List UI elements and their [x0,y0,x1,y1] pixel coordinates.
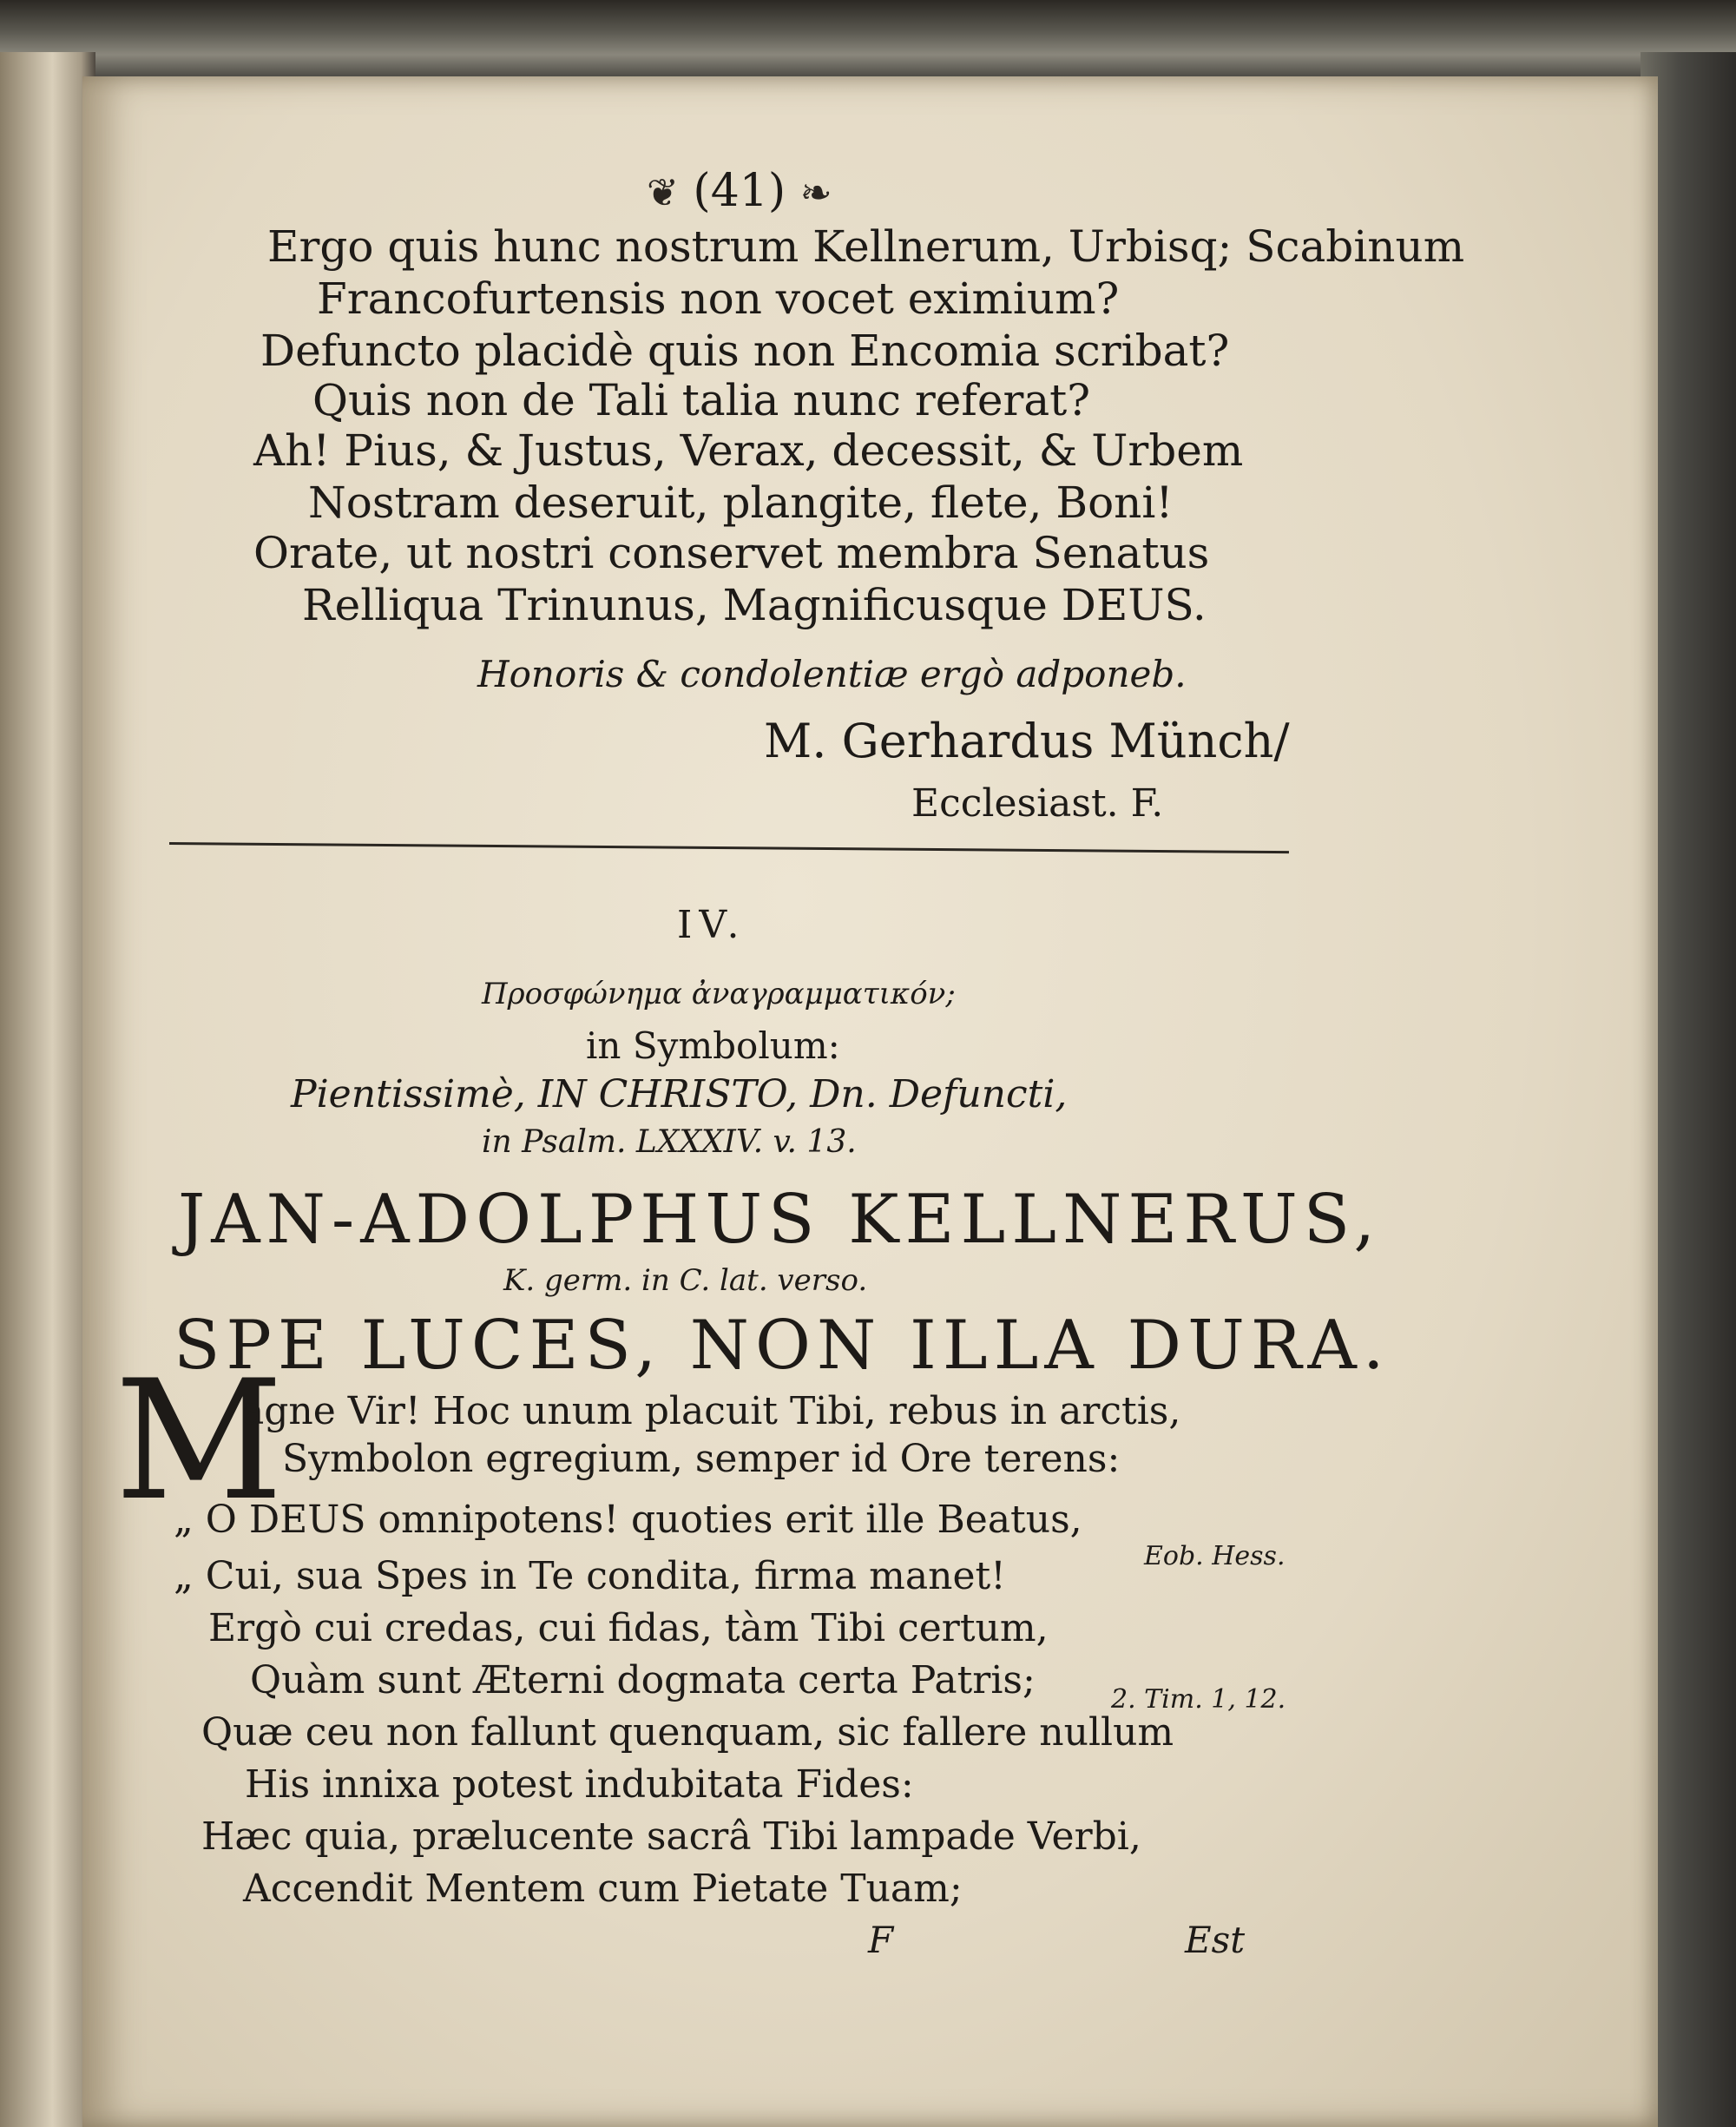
left-ornament-icon: ❦ [647,171,679,215]
symbolum-line: in Symbolum: [586,1024,840,1067]
margin-note-hess: Eob. Hess. [1144,1541,1286,1571]
poem2-line-10: Accendit Mentem cum Pietate Tuam; [243,1867,963,1911]
poem2-line-9: Hæc quia, prælucente sacrâ Tibi lampade Verbi, [201,1814,1141,1859]
dedication: Honoris & condolentiæ ergò adponeb. [477,653,1187,695]
signature: M. Gerhardus Münch/ [764,714,1290,768]
poem2-line-7: Quæ ceu non fallunt quenquam, sic fallere nullum [201,1710,1174,1755]
signature-role: Ecclesiast. F. [911,781,1164,826]
poem2-line-5: Ergò cui credas, cui fidas, tàm Tibi certum, [208,1606,1049,1650]
drop-cap: M [115,1345,284,1537]
name-heading: JAN-ADOLPHUS KELLNERUS, [178,1181,1382,1259]
facing-page-edge [0,52,95,2127]
page-header [647,165,832,217]
poem1-line-4: Quis non de Tali talia nunc referat? [312,375,1091,425]
poem1-line-8: Relliqua Trinunus, Magnificusque DEUS. [302,580,1207,630]
poem2-line-8: His innixa potest indubitata Fides: [245,1762,914,1807]
greek-title: Προσφώνημα ἀναγραμματικόν; [482,977,956,1011]
poem1-line-3: Defuncto placidè quis non Encomia scribat? [260,326,1230,376]
poem1-line-2: Francofurtensis non vocet eximium? [317,273,1120,324]
margin-note-timothy: 2. Tim. 1, 12. [1111,1684,1286,1715]
book-top-edge [0,0,1736,78]
poem1-line-6: Nostram deseruit, plangite, flete, Boni! [308,477,1174,528]
signature-mark: F [868,1919,894,1961]
section-number: IV. [677,903,746,947]
pientissime-line: Pientissimè, IN CHRISTO, Dn. Defuncti, [291,1072,1068,1116]
poem2-line-2: Symbolon egregium, semper id Ore terens: [282,1437,1121,1481]
psalm-reference: in Psalm. LXXXIV. v. 13. [482,1124,857,1160]
catchword: Est [1185,1919,1246,1961]
poem2-line-1: agne Vir! Hoc unum placuit Tibi, rebus in arctis, [241,1389,1181,1433]
right-ornament-icon: ❧ [799,171,832,215]
poem1-line-7: Orate, ut nostri conservet membra Senatus [253,528,1210,578]
poem1-line-1: Ergo quis hunc nostrum Kellnerum, Urbisq; Scabinum [267,221,1465,272]
poem2-line-6: Quàm sunt Æterni dogmata certa Patris; [250,1658,1036,1702]
page-number: (41) [693,165,786,217]
poem1-line-5: Ah! Pius, & Justus, Verax, decessit, & Urbem [253,425,1244,476]
anagram-note: K. germ. in C. lat. verso. [503,1263,868,1298]
poem2-line-3: „ O DEUS omnipotens! quoties erit ille Beatus, [174,1498,1082,1542]
poem2-line-4: „ Cui, sua Spes in Te condita, firma manet! [174,1554,1006,1598]
anagram-heading: SPE LUCES, NON ILLA DURA. [174,1307,1391,1385]
